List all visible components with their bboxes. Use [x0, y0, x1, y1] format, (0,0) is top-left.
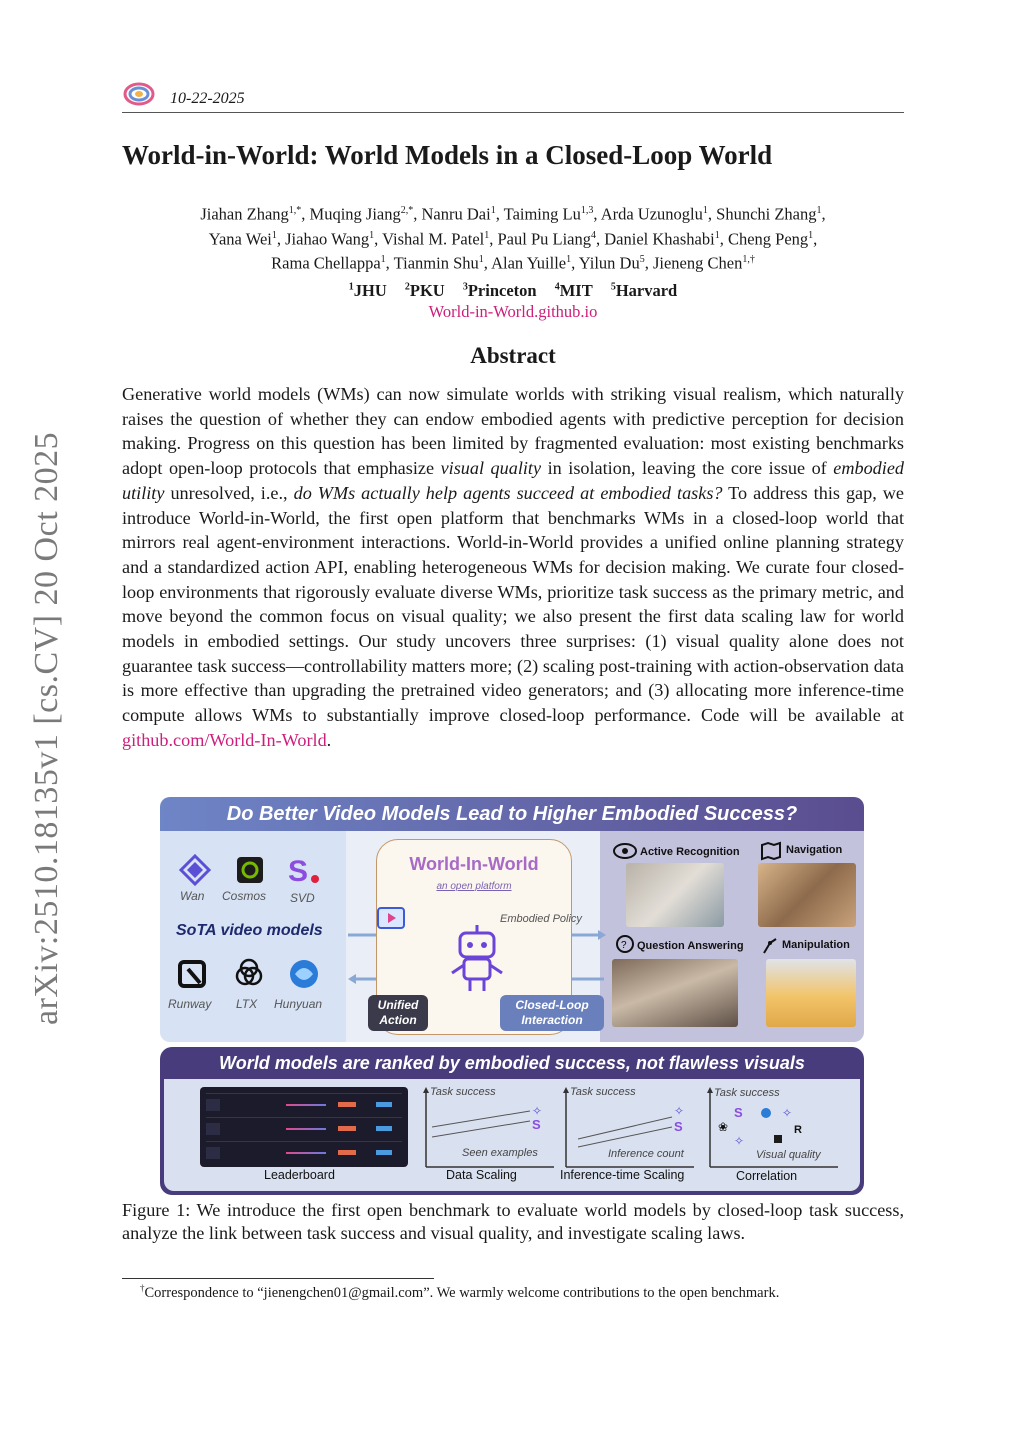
model-label: Runway — [168, 997, 212, 1011]
leaderboard-row — [206, 1141, 402, 1163]
model-label: Hunyuan — [274, 997, 323, 1011]
leaderboard-row — [206, 1093, 402, 1115]
chat-icon — [614, 935, 636, 955]
leaderboard-label: Leaderboard — [264, 1168, 335, 1182]
figure-top-panel — [160, 797, 864, 1042]
svg-text:✧: ✧ — [782, 1106, 793, 1120]
video-icon — [376, 905, 406, 931]
authors-line: Yana Wei$^1$, Jiahao Wang$^1$, Vishal M. Patel$^1$, Paul Pu Liang$^4$, Daniel Khashabi$^1$, Cheng Peng$^1$, — [208, 229, 818, 248]
svg-text:S: S — [674, 1119, 683, 1134]
embodied-policy-label: Embodied Policy — [500, 913, 582, 925]
axis-label: Visual quality — [756, 1149, 821, 1161]
affiliation: $^2$PKU — [404, 281, 445, 300]
task-label: Manipulation — [782, 939, 850, 951]
svg-text:?: ? — [621, 940, 627, 951]
model-label: SVD — [290, 891, 315, 905]
arxiv-sidebar — [28, 425, 68, 1025]
model-label: Cosmos — [222, 889, 267, 903]
svg-text:S: S — [532, 1117, 541, 1132]
svg-text:✧: ✧ — [532, 1104, 543, 1118]
map-icon — [760, 841, 782, 861]
figure-top-title: Do Better Video Models Lead to Higher Embodied Success? — [226, 803, 798, 825]
manipulation-image — [766, 959, 856, 1027]
svd-icon — [286, 853, 320, 887]
affiliations — [122, 281, 904, 301]
authors-line: Jiahan Zhang$^{1,*}$, Muqing Jiang$^{2,*}$, Nanru Dai$^1$, Taiming Lu$^{1,3}$, Arda Uzunoglu$^1$, Shunchi Zhang$^1$, — [200, 204, 826, 224]
unified-action-tag: Unified Action — [368, 995, 428, 1031]
abstract-body: Generative world models (WMs) can now simulate worlds with striking visual realism, which naturally raises the question of whether they can endow embodied agents with predictive perception for decision making. Progress on this question has been limited by fragmented evaluation: most existing benchmarks adopt open-loop protocols that emphasize visual quality in isolation, leaving the core issue of embodied utility unresolved, i.e., do WMs actually help agents succeed at embodied tasks? To address this gap, we introduce World-in-World, the first open platform that benchmarks WMs in a closed-loop world that mirrors real agent-environment interactions. World-in-World provides a unified online planning strategy and a standardized action API, enabling heterogeneous WMs for decision making. We curate four closed-loop environments that rigorously evaluate diverse WMs, prioritize task success as the primary metric, and move beyond the common focus on visual quality; we also present the first data scaling law for world models in embodied settings. Our study uncovers three surprises: (1) visual quality alone does not guarantee task success—controllability matters more; (2) scaling post-training with action-observation data is more effective than upgrading the pretrained video generators; and (3) allocating more inference-time compute allows WMs to substantially improve closed-loop performance. Code will be available at github.com/World-In-World. — [122, 384, 904, 750]
svg-text:R: R — [794, 1124, 802, 1136]
axis-label: Task success — [570, 1086, 636, 1098]
authors-line: Rama Chellappa$^1$, Tianmin Shu$^1$, Alan Yuille$^1$, Yilun Du$^5$, Jieneng Chen$^{1,\dagger}$ — [271, 253, 755, 273]
floorplan-image — [758, 863, 856, 927]
runway-icon — [176, 957, 210, 991]
panel-label: Inference-time Scaling — [560, 1168, 685, 1182]
robot-arm-icon — [760, 935, 780, 955]
author-list — [122, 200, 904, 274]
wan-icon — [178, 853, 212, 887]
task-label: Navigation — [786, 844, 843, 856]
panel-label: Correlation — [736, 1169, 798, 1183]
svg-text:✧: ✧ — [674, 1104, 685, 1118]
affiliation: $^5$Harvard — [610, 281, 678, 300]
cosmos-icon — [233, 853, 267, 887]
page-header — [122, 80, 904, 113]
svg-text:S: S — [288, 855, 309, 887]
date: 10-22-2025 — [170, 90, 245, 107]
platform-title: World-In-World — [409, 854, 539, 874]
figure-caption: Figure 1: We introduce the first open benchmark to evaluate world models by closed-loop task success, analyze the link between task success and visual quality, and investigate scaling laws. — [122, 1200, 904, 1243]
axis-label: Task success — [714, 1087, 780, 1099]
affiliation: $^4$MIT — [554, 281, 593, 300]
paper-title: World-in-World: World Models in a Closed-Loop World — [122, 140, 773, 170]
ltx-icon — [232, 957, 266, 991]
arxiv-id: arXiv:2510.18135v1 [cs.CV] 20 Oct 2025 — [28, 431, 65, 1025]
axis-label: Task success — [430, 1086, 496, 1098]
figure-bottom-panel — [160, 1047, 864, 1195]
closed-loop-tag: Closed-Loop Interaction — [500, 995, 604, 1031]
robot-icon — [446, 923, 508, 993]
leaderboard-row — [206, 1117, 402, 1139]
footnote: †Correspondence to “jienengchen01@gmail.com”. We warmly welcome contributions to the open benchmark. — [140, 1283, 780, 1301]
house-3d-image — [612, 959, 738, 1027]
figure-1 — [160, 797, 864, 1197]
svg-text:S: S — [734, 1105, 743, 1120]
sota-label: SoTA video models — [176, 922, 323, 939]
svg-text:❀: ❀ — [718, 1120, 729, 1134]
footnote-rule — [122, 1278, 434, 1279]
model-label: Wan — [180, 889, 205, 903]
svg-text:✧: ✧ — [734, 1134, 745, 1148]
axis-label: Inference count — [608, 1148, 684, 1160]
axis-label: Seen examples — [462, 1147, 538, 1159]
affiliation: $^3$Princeton — [462, 281, 537, 300]
leaderboard-thumbnail — [200, 1087, 408, 1167]
logo-icon — [122, 80, 156, 108]
hunyuan-icon — [287, 957, 321, 991]
task-label: Active Recognition — [640, 846, 740, 858]
figure-bottom-title: World models are ranked by embodied success, not flawless visuals — [219, 1053, 805, 1073]
abstract-heading: Abstract — [470, 343, 556, 368]
platform-subtitle: an open platform — [436, 881, 512, 892]
model-label: LTX — [236, 997, 258, 1011]
project-website-link[interactable]: World-in-World.github.io — [428, 302, 598, 321]
panel-label: Data Scaling — [446, 1168, 517, 1182]
eye-icon — [612, 841, 638, 861]
affiliation: $^1$JHU — [348, 281, 387, 300]
room-image — [626, 863, 724, 927]
task-label: Question Answering — [637, 940, 744, 952]
